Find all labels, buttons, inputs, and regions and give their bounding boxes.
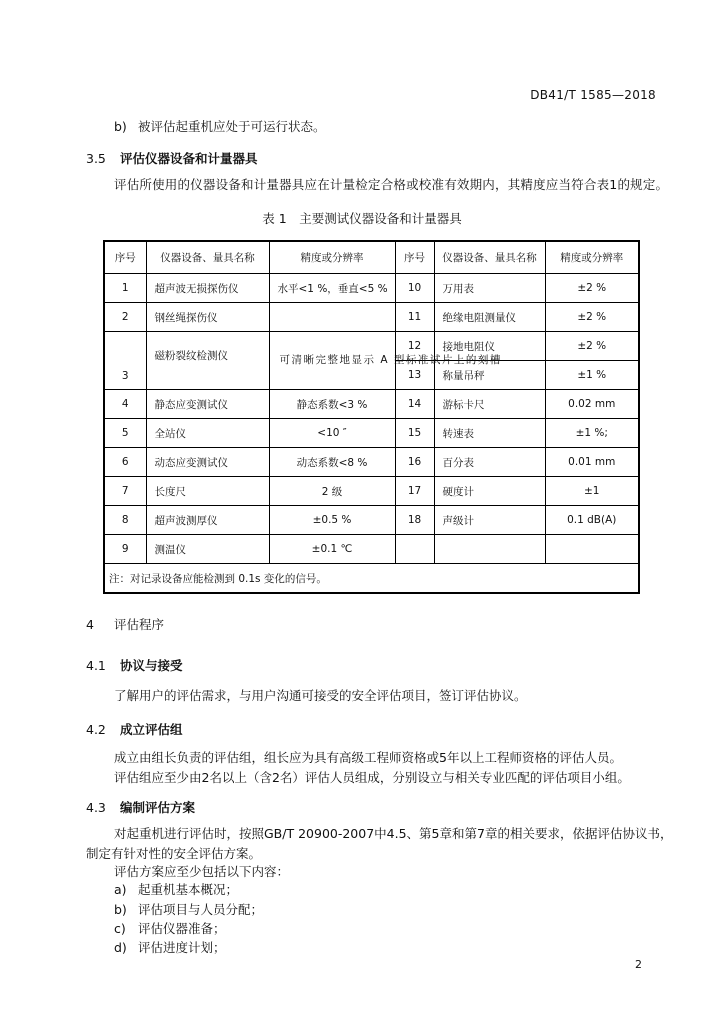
cell-precision: ±0.5 % bbox=[269, 506, 395, 535]
cell-name: 万用表 bbox=[434, 274, 545, 303]
cell-no: 1 bbox=[104, 274, 146, 303]
cell-precision bbox=[269, 303, 395, 332]
table-caption: 表 1 主要测试仪器设备和计量器具 bbox=[262, 211, 462, 226]
list-item-b bbox=[114, 119, 326, 135]
cell-precision: ±2 % bbox=[545, 274, 639, 303]
cell-no: 11 bbox=[395, 303, 434, 332]
table-note: 注：对记录设备应能检测到 0.1s 变化的信号。 bbox=[104, 564, 639, 594]
section-title: 评估程序 bbox=[114, 617, 165, 632]
cell-name: 接地电阻仪 bbox=[434, 332, 545, 361]
cell-name: 磁粉裂纹检测仪 bbox=[146, 332, 269, 390]
list-text: 评估进度计划； bbox=[138, 940, 226, 955]
cell-no: 2 bbox=[104, 303, 146, 332]
document-id-header: DB41/T 1585—2018 bbox=[530, 88, 656, 102]
list-item bbox=[114, 902, 263, 918]
cell-precision: ±0.1 ℃ bbox=[269, 535, 395, 564]
list-text: 被评估起重机应处于可运行状态。 bbox=[138, 119, 326, 134]
cell-name: 称量吊秤 bbox=[434, 361, 545, 390]
cell-name bbox=[434, 535, 545, 564]
cell-precision: ±2 % bbox=[545, 303, 639, 332]
header-cell: 精度或分辨率 bbox=[269, 241, 395, 274]
table-note-row bbox=[104, 564, 639, 594]
list-item bbox=[114, 882, 238, 898]
table-row bbox=[104, 303, 639, 332]
cell-no: 17 bbox=[395, 477, 434, 506]
cell-no: 18 bbox=[395, 506, 434, 535]
cell-name: 钢丝绳探伤仪 bbox=[146, 303, 269, 332]
list-text: 评估仪器准备； bbox=[138, 921, 226, 936]
cell-no: 6 bbox=[104, 448, 146, 477]
section-4-heading bbox=[86, 617, 164, 633]
section-4-2-heading bbox=[86, 720, 183, 738]
cell-name: 超声波无损探伤仪 bbox=[146, 274, 269, 303]
header-cell: 序号 bbox=[395, 241, 434, 274]
list-item bbox=[114, 940, 226, 956]
cell-precision bbox=[545, 535, 639, 564]
cell-name: 长度尺 bbox=[146, 477, 269, 506]
table-row bbox=[104, 332, 639, 361]
cell-no: 9 bbox=[104, 535, 146, 564]
cell-precision: 0.01 mm bbox=[545, 448, 639, 477]
cell-precision: 动态系数<8 % bbox=[269, 448, 395, 477]
section-title: 评估仪器设备和计量器具 bbox=[120, 151, 258, 166]
cell-no: 13 bbox=[395, 361, 434, 390]
section-number: 4.2 bbox=[86, 722, 106, 737]
cell-precision: 0.1 dB(A) bbox=[545, 506, 639, 535]
header-cell: 精度或分辨率 bbox=[545, 241, 639, 274]
cell-precision: 静态系数<3 % bbox=[269, 390, 395, 419]
cell-no: 3 bbox=[104, 332, 146, 390]
cell-name: 游标卡尺 bbox=[434, 390, 545, 419]
cell-name: 绝缘电阻测量仪 bbox=[434, 303, 545, 332]
table-row bbox=[104, 390, 639, 419]
list-marker: c) bbox=[114, 921, 126, 936]
section-number: 4.3 bbox=[86, 800, 106, 815]
section-4-1-heading bbox=[86, 656, 183, 674]
list-text: 评估项目与人员分配； bbox=[138, 902, 264, 917]
section-3-5-heading bbox=[86, 149, 258, 167]
section-4-2-body-1: 成立由组长负责的评估组，组长应为具有高级工程师资格或5年以上工程师资格的评估人员。 bbox=[114, 750, 622, 765]
table-row bbox=[104, 419, 639, 448]
cell-no bbox=[395, 535, 434, 564]
cell-no: 7 bbox=[104, 477, 146, 506]
cell-precision: 0.02 mm bbox=[545, 390, 639, 419]
table-row bbox=[104, 535, 639, 564]
cell-precision: ±2 % bbox=[545, 332, 639, 361]
cell-no: 16 bbox=[395, 448, 434, 477]
section-number: 4.1 bbox=[86, 658, 106, 673]
table-header-row bbox=[104, 241, 639, 274]
section-4-3-body-1b: 制定有针对性的安全评估方案。 bbox=[86, 846, 262, 861]
cell-no: 8 bbox=[104, 506, 146, 535]
cell-no: 14 bbox=[395, 390, 434, 419]
cell-no: 10 bbox=[395, 274, 434, 303]
header-cell: 序号 bbox=[104, 241, 146, 274]
table-row bbox=[104, 477, 639, 506]
cell-precision: ±1 % bbox=[545, 361, 639, 390]
section-3-5-body: 评估所使用的仪器设备和计量器具应在计量检定合格或校准有效期内，其精度应当符合表1的规定。 bbox=[114, 177, 669, 192]
cell-precision: 可清晰完整地显示 A 型标准试片上的刻槽 bbox=[269, 332, 395, 390]
list-item bbox=[114, 921, 226, 937]
header-cell: 仪器设备、量具名称 bbox=[434, 241, 545, 274]
instrument-table bbox=[103, 240, 640, 594]
cell-no: 4 bbox=[104, 390, 146, 419]
table-row bbox=[104, 274, 639, 303]
cell-name: 硬度计 bbox=[434, 477, 545, 506]
section-4-3-heading bbox=[86, 798, 195, 816]
table-row bbox=[104, 448, 639, 477]
cell-name: 全站仪 bbox=[146, 419, 269, 448]
section-number: 3.5 bbox=[86, 151, 106, 166]
section-4-3-body-1a: 对起重机进行评估时，按照GB/T 20900-2007中4.5、第5章和第7章的相关要求，依据评估协议书， bbox=[114, 826, 673, 841]
cell-precision: 水平<1 %，垂直<5 % bbox=[269, 274, 395, 303]
list-marker: b) bbox=[114, 902, 127, 917]
section-number: 4 bbox=[86, 617, 94, 632]
list-marker: a) bbox=[114, 882, 127, 897]
page-number: 2 bbox=[635, 958, 642, 971]
cell-name: 百分表 bbox=[434, 448, 545, 477]
cell-name: 测温仪 bbox=[146, 535, 269, 564]
cell-precision: <10 ″ bbox=[269, 419, 395, 448]
cell-name: 超声波测厚仪 bbox=[146, 506, 269, 535]
cell-name: 声级计 bbox=[434, 506, 545, 535]
cell-precision: ±1 bbox=[545, 477, 639, 506]
list-text: 起重机基本概况； bbox=[138, 882, 239, 897]
section-title: 编制评估方案 bbox=[120, 800, 196, 815]
cell-name: 动态应变测试仪 bbox=[146, 448, 269, 477]
cell-name: 转速表 bbox=[434, 419, 545, 448]
header-cell: 仪器设备、量具名称 bbox=[146, 241, 269, 274]
cell-precision: 2 级 bbox=[269, 477, 395, 506]
section-title: 协议与接受 bbox=[120, 658, 183, 673]
table-row bbox=[104, 506, 639, 535]
cell-precision: ±1 %; bbox=[545, 419, 639, 448]
cell-name: 静态应变测试仪 bbox=[146, 390, 269, 419]
cell-no: 12 bbox=[395, 332, 434, 361]
section-title: 成立评估组 bbox=[120, 722, 183, 737]
section-4-1-body: 了解用户的评估需求，与用户沟通可接受的安全评估项目，签订评估协议。 bbox=[114, 688, 527, 703]
list-marker: d) bbox=[114, 940, 127, 955]
section-4-2-body-2: 评估组应至少由2名以上（含2名）评估人员组成，分别设立与相关专业匹配的评估项目小组。 bbox=[114, 770, 630, 785]
section-4-3-body-2: 评估方案应至少包括以下内容： bbox=[114, 864, 290, 879]
cell-no: 15 bbox=[395, 419, 434, 448]
list-marker: b) bbox=[114, 119, 127, 134]
cell-no: 5 bbox=[104, 419, 146, 448]
